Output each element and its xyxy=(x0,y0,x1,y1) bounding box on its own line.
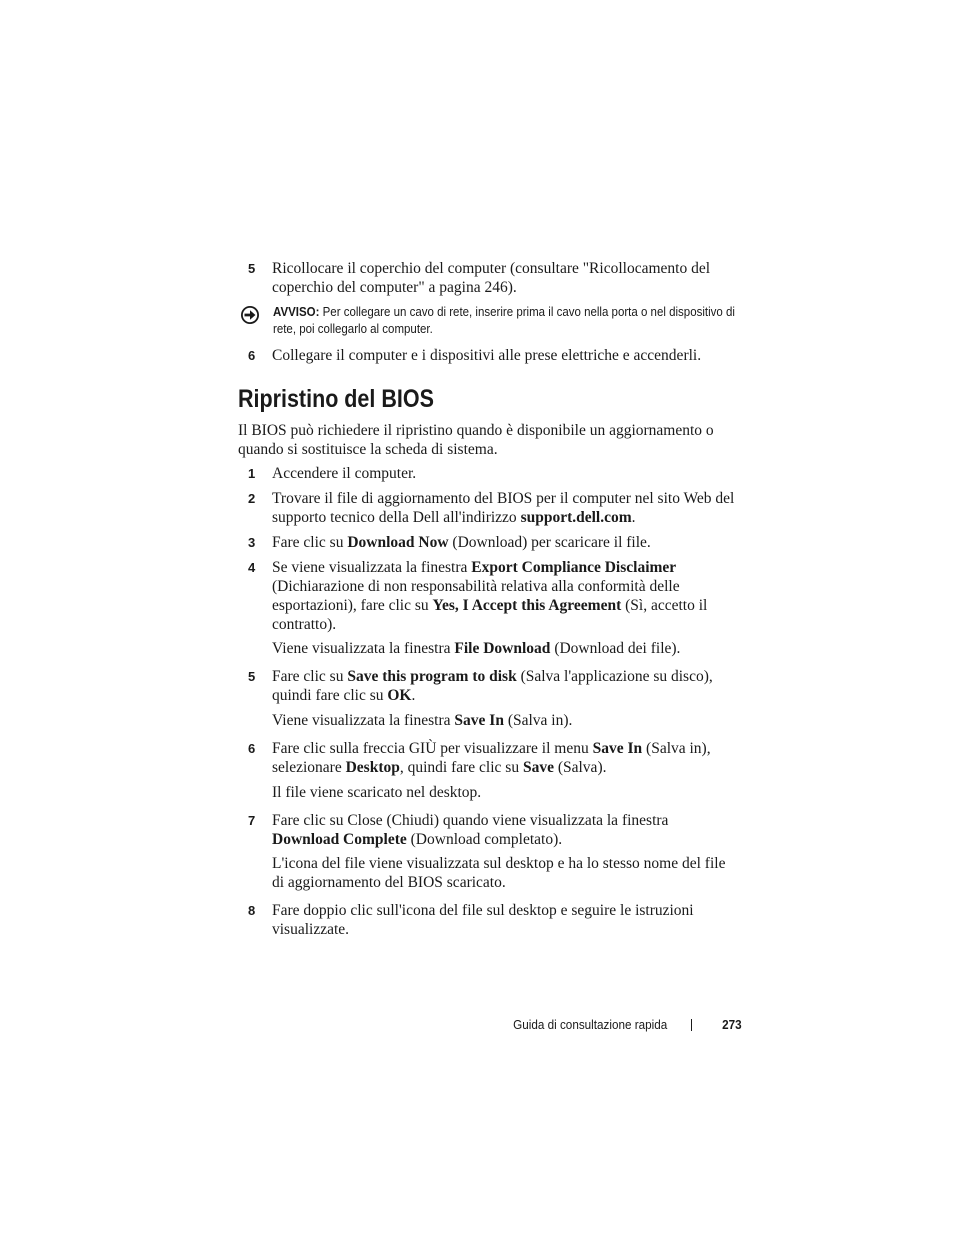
notice-text xyxy=(273,304,742,338)
step-text xyxy=(272,901,738,939)
bios-step-5-result xyxy=(272,711,738,730)
save-in-label: Save In xyxy=(454,712,504,729)
save-label: Save xyxy=(522,759,554,776)
step-text xyxy=(272,533,738,552)
export-compliance-label: Export Compliance Disclaimer xyxy=(471,559,677,576)
bios-step-4 xyxy=(248,558,738,634)
text-run: (Sì, accetto il contratto). xyxy=(272,597,708,633)
bios-step-7 xyxy=(248,811,738,849)
download-complete-label: Download Complete xyxy=(272,831,407,848)
step-5-replace-cover xyxy=(248,259,738,297)
text-run: Fare clic sulla freccia GIÙ per visualizzare il menu xyxy=(272,740,593,757)
bios-step-4-result xyxy=(272,639,738,658)
page-footer xyxy=(460,1015,742,1035)
bios-step-5 xyxy=(248,667,738,705)
step-number: 6 xyxy=(248,348,256,363)
text-run: (Salva in), selezionare xyxy=(272,740,711,776)
step-number: 3 xyxy=(248,535,256,550)
step-text: Ricollocare il coperchio del computer (consultare "Ricollocamento del coperchio del computer" a pagina 246). xyxy=(272,260,711,296)
step-text: Collegare il computer e i dispositivi alle prese elettriche e accenderli. xyxy=(272,347,702,364)
file-download-label: File Download xyxy=(454,640,551,657)
text-run: Viene visualizzata la finestra xyxy=(272,640,455,657)
section-heading: Ripristino del BIOS xyxy=(238,385,434,413)
step-text xyxy=(272,464,738,483)
step-text xyxy=(272,558,738,634)
text-run: Fare clic su xyxy=(272,668,348,685)
text-run: Fare clic su xyxy=(272,534,348,551)
step-text xyxy=(272,667,738,705)
section-intro: Il BIOS può richiedere il ripristino quando è disponibile un aggiornamento o quando si sostituisce la scheda di sistema. xyxy=(238,422,714,458)
text-run: Il file viene scaricato nel desktop. xyxy=(272,784,482,801)
bios-step-2 xyxy=(248,489,738,527)
bios-step-8 xyxy=(248,901,738,939)
text-run: Se viene visualizzata la finestra xyxy=(272,559,472,576)
step-text xyxy=(272,489,738,527)
text-run: Accendere il computer. xyxy=(272,465,417,482)
text-run: L'icona del file viene visualizzata sul desktop e ha lo stesso nome del file di aggiornamento del BIOS scaricato. xyxy=(272,855,726,891)
step-number: 2 xyxy=(248,491,256,506)
bios-step-6 xyxy=(248,739,738,777)
arrow-right-circle-icon xyxy=(240,305,260,325)
step-6-connect-power xyxy=(248,346,738,365)
notice-body: Per collegare un cavo di rete, inserire prima il cavo nella porta o nel dispositivo di rete, poi collegarlo al computer. xyxy=(273,305,735,336)
text-run: Fare doppio clic sull'icona del file sul desktop e seguire le istruzioni visualizzate. xyxy=(272,902,694,938)
save-program-label: Save this program to disk xyxy=(347,668,517,685)
text-run: . xyxy=(631,509,636,526)
bios-step-1 xyxy=(248,464,738,483)
step-number: 1 xyxy=(248,466,256,481)
text-run: Fare clic su Close (Chiudi) quando viene visualizzata la finestra xyxy=(272,812,669,829)
bios-step-6-result xyxy=(272,783,738,802)
text-run: (Salva l'applicazione su disco), quindi fare clic su xyxy=(272,668,713,704)
text-run: (Download dei file). xyxy=(550,640,681,657)
text-run: (Salva in). xyxy=(503,712,573,729)
desktop-label: Desktop xyxy=(345,759,400,776)
support-url: support.dell.com xyxy=(520,509,632,526)
text-run: (Download completato). xyxy=(406,831,563,848)
step-number: 5 xyxy=(248,261,256,276)
notice-label: AVVISO: xyxy=(273,305,320,319)
bios-step-3 xyxy=(248,533,738,552)
step-text xyxy=(272,811,738,849)
text-run: (Dichiarazione di non responsabilità relativa alla conformità delle esportazioni), fare clic su xyxy=(272,578,680,614)
step-number: 8 xyxy=(248,903,256,918)
footer-divider xyxy=(691,1019,692,1031)
text-run: . xyxy=(411,687,416,704)
text-run: Trovare il file di aggiornamento del BIOS per il computer nel sito Web del supporto tecnico della Dell all'indirizzo xyxy=(272,490,735,526)
notice-box xyxy=(240,304,740,338)
accept-agreement-label: Yes, I Accept this Agreement xyxy=(432,597,622,614)
ok-label: OK xyxy=(387,687,412,704)
page-number: 273 xyxy=(722,1017,742,1032)
text-run: (Download) per scaricare il file. xyxy=(448,534,651,551)
step-number: 5 xyxy=(248,669,256,684)
step-number: 4 xyxy=(248,560,256,575)
step-number: 7 xyxy=(248,813,256,828)
save-in-label: Save In xyxy=(592,740,643,757)
text-run: Viene visualizzata la finestra xyxy=(272,712,455,729)
step-number: 6 xyxy=(248,741,256,756)
text-run: (Salva). xyxy=(553,759,607,776)
download-now-label: Download Now xyxy=(347,534,449,551)
text-run: , quindi fare clic su xyxy=(399,759,523,776)
step-text xyxy=(272,739,738,777)
bios-step-7-result xyxy=(272,854,738,892)
footer-guide-title: Guida di consultazione rapida xyxy=(512,1017,667,1032)
